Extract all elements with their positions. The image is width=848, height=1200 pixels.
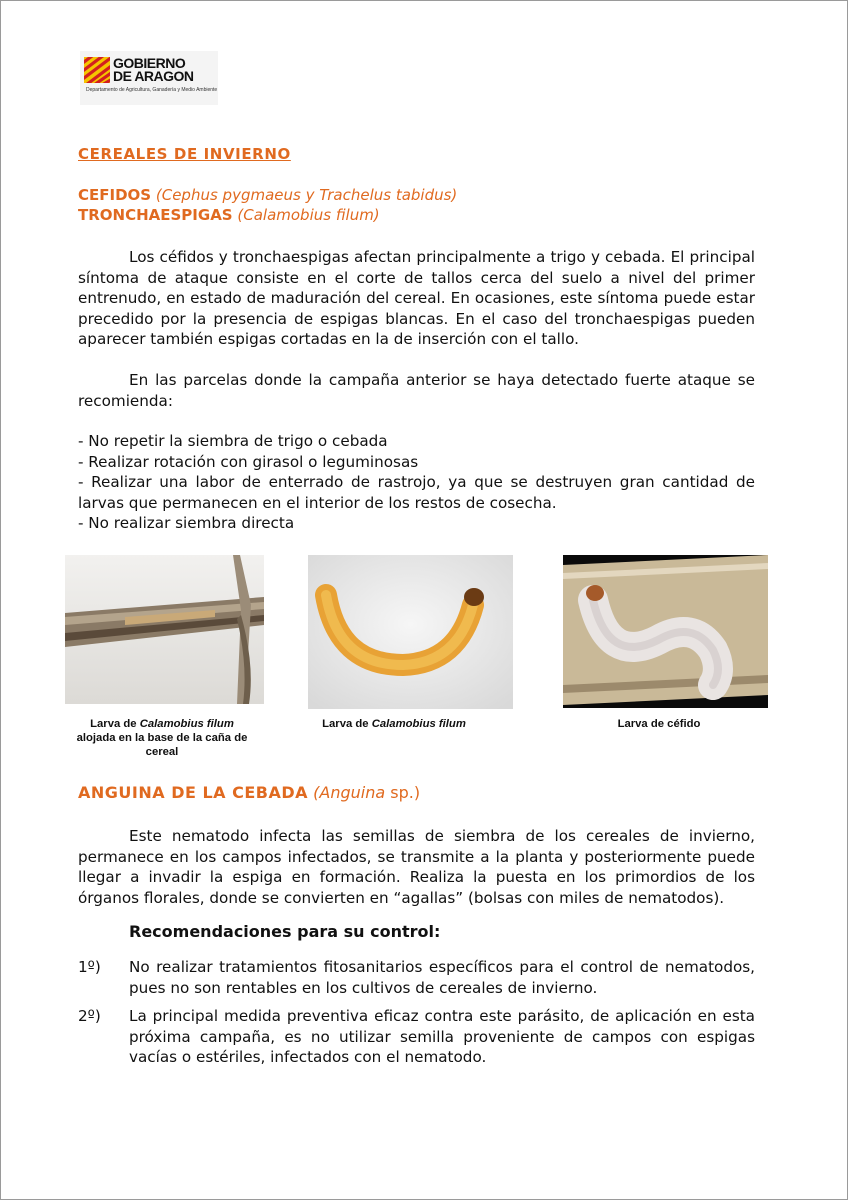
list-item: - Realizar rotación con girasol o leguminosas (78, 452, 419, 471)
anguina-heading (78, 783, 420, 802)
logo-line-1: GOBIERNO (113, 55, 186, 71)
paragraph-recomienda-text: En las parcelas donde la campaña anterior se haya detectado fuerte ataque se recomienda: (78, 371, 755, 410)
tronchaespigas-heading-bold: TRONCHAESPIGAS (78, 206, 233, 224)
anguina-heading-sp: sp.) (385, 783, 421, 802)
numbered-item-text: No realizar tratamientos fitosanitarios específicos para el control de nematodos, pues no son rentables en los cultivos de cereales de invierno. (129, 958, 755, 997)
paragraph-nematodo (78, 826, 755, 908)
page-title: CEREALES DE INVIERNO (78, 145, 291, 163)
paragraph-nematodo-text: Este nematodo infecta las semillas de siembra de los cereales de invierno, permanece en los campos infectados, se transmite a la planta y posteriormente puede llegar a invadir la espiga en formación. Realiza la puesta en los primordios de los órganos florales, donde se convierten en “agallas” (bolsas con miles de nematodos). (78, 827, 755, 907)
list-item: - No repetir la siembra de trigo o cebada (78, 432, 388, 450)
gobierno-aragon-logo (80, 51, 218, 105)
paragraph-sintomas-text: Los céfidos y tronchaespigas afectan principalmente a trigo y cebada. El principal síntoma de ataque consiste en el corte de tallos cerca del suelo a nivel del primer entrenudo, en estado de maduración del cereal. En ocasiones, este síntoma puede estar precedido por la presencia de espigas blancas. En el caso del tronchaespigas pueden aparecer también espigas cortadas en la de inserción con el tallo. (78, 248, 755, 348)
paragraph-sintomas (78, 247, 755, 350)
caption-larva-cana (73, 717, 251, 759)
caption-1-prefix: Larva de (90, 718, 140, 730)
caption-2-prefix: Larva de (322, 718, 372, 730)
numbered-item (78, 957, 755, 998)
recommendations-title: Recomendaciones para su control: (129, 922, 441, 941)
list-item: - Realizar una labor de enterrado de rastrojo, ya que se destruyen gran cantidad de larvas que permanecen en el interior de los restos de cosecha. (78, 473, 755, 512)
cefidos-heading (78, 186, 457, 204)
recommendation-list (78, 431, 755, 534)
list-item: - No realizar siembra directa (78, 514, 295, 532)
paragraph-recomienda (78, 370, 755, 411)
caption-1-species: Calamobius filum (139, 718, 234, 730)
anguina-heading-species: (Anguina (313, 783, 386, 802)
aragon-flag-icon (84, 57, 110, 83)
caption-larva-calamobius (306, 717, 482, 731)
numbered-item-number: 1º) (78, 958, 101, 976)
numbered-item (78, 1006, 755, 1068)
numbered-item-text: La principal medida preventiva eficaz contra este parásito, de aplicación en esta próxima campaña, es no utilizar semilla proveniente de campos con espigas vacías o estériles, infectados con el nematodo. (129, 1007, 755, 1066)
cefidos-heading-bold: CEFIDOS (78, 186, 152, 204)
photo-larva-cefido (563, 555, 768, 708)
anguina-heading-bold: ANGUINA DE LA CEBADA (78, 783, 309, 802)
photo-larva-en-cana (65, 555, 264, 704)
logo-line-2: DE ARAGON (113, 68, 194, 84)
logo-department: Departamento de Agricultura, Ganadería y Medio Ambiente (86, 87, 218, 93)
numbered-item-number: 2º) (78, 1007, 101, 1025)
caption-larva-cefido: Larva de céfido (617, 718, 701, 730)
cefidos-heading-species: (Cephus pygmaeus y Trachelus tabidus) (155, 186, 458, 204)
caption-1-rest: alojada en la base de la caña de cereal (76, 732, 248, 758)
tronchaespigas-heading (78, 206, 380, 224)
tronchaespigas-heading-species: (Calamobius filum) (237, 206, 380, 224)
caption-2-species: Calamobius filum (371, 718, 466, 730)
photo-larva-calamobius (308, 555, 513, 709)
